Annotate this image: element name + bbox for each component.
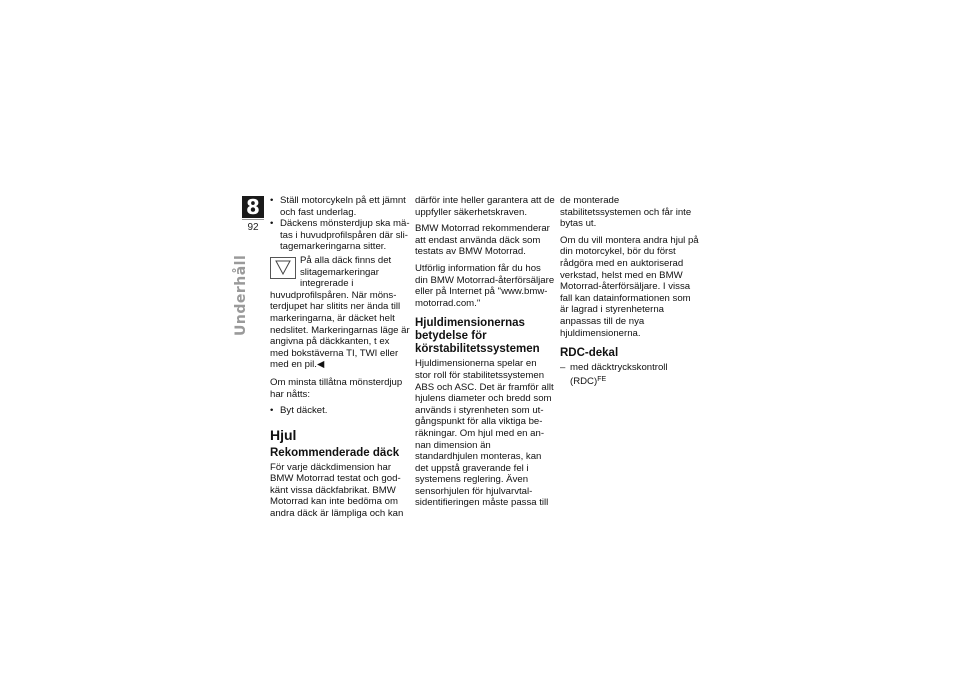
chapter-divider [242, 219, 264, 220]
section-label: Underhåll [233, 254, 249, 336]
note-block [270, 255, 410, 371]
chapter-number: 8 [242, 196, 264, 218]
heading-hjuldimensioner: Hjuldimensionernas betydelse för körstabilitetssystemen [415, 317, 540, 356]
paragraph: Utförlig information får du hos din BMW Motorrad-återförsäljare eller på Internet på "www.bmw-motorrad.com." [415, 262, 555, 309]
paragraph: För varje däckdimension har BMW Motorrad testat och godkänt vissa däckfabrikat. BMW Motorrad kan inte bedöma om andra däck är lämpliga och kan [270, 461, 404, 520]
page-number: 92 [247, 222, 259, 233]
end-mark: ◀ [316, 359, 325, 371]
paragraph: Hjuldimensionerna spelar en stor roll för stabilitetssystemen ABS och ASC. Det är framför allt hjulens diameter och bredd som används i styrenheten som utgångspunkt för alla viktiga beräkningar. Om hjul med en annan dimension än standardhjulen monteras, kan det uppstå graverande fel i systemens reglering. Även sensorhjulen för hjulvarvtalsidentifieringen måste passa till [415, 358, 554, 509]
paragraph: BMW Motorrad rekommenderar att endast använda däck som testats av BMW Motorrad. [415, 223, 550, 258]
footnote-marker: FE [597, 375, 607, 383]
heading-rdc-dekal: RDC-dekal [560, 347, 619, 360]
note-text: På alla däck finns det slitagemarkeringar integrerade i huvudprofilspåren. När mönsterdjupet har slitits ner ända till markeringarna, är däcket helt nedslitet. Markeringarnas läge är angivna på däckkanten, t ex med bokstäverna TI, TWI eller med en pil. [270, 254, 410, 371]
heading-hjul: Hjul [270, 426, 297, 443]
dash-item [560, 362, 700, 387]
column-3 [560, 195, 700, 387]
column-1 [270, 195, 410, 525]
bullet-item: • Ställ motorcykeln på ett jämnt och fast underlag. [270, 195, 410, 218]
heading-rekommenderade: Rekommenderade däck [270, 446, 400, 459]
warning-triangle-icon [270, 257, 296, 279]
paragraph: Om minsta tillåtna mönsterdjup har nåtts: [270, 376, 403, 400]
bullet-item: • Byt däcket. [270, 405, 410, 417]
paragraph: därför inte heller garantera att de uppfyller säkerhetskraven. [415, 195, 555, 218]
bullet-item: • Däckens mönsterdjup ska mätas i huvudprofilspåren där slitagemarkeringarna sitter. [270, 218, 410, 253]
paragraph: de monterade stabilitetssystemen och får inte bytas ut. [560, 195, 692, 230]
paragraph: Om du vill montera andra hjul på din motorcykel, bör du först rådgöra med en auktoriserad verkstad, helst med en BMW Motorrad-återförsäljare. I vissa fall kan datainformationen som är lagrad i styrenheterna anpassas till de nya hjuldimensionerna. [560, 234, 699, 339]
column-2 [415, 195, 555, 514]
dash-item-text: med däcktryckskontroll (RDC) [570, 362, 668, 387]
